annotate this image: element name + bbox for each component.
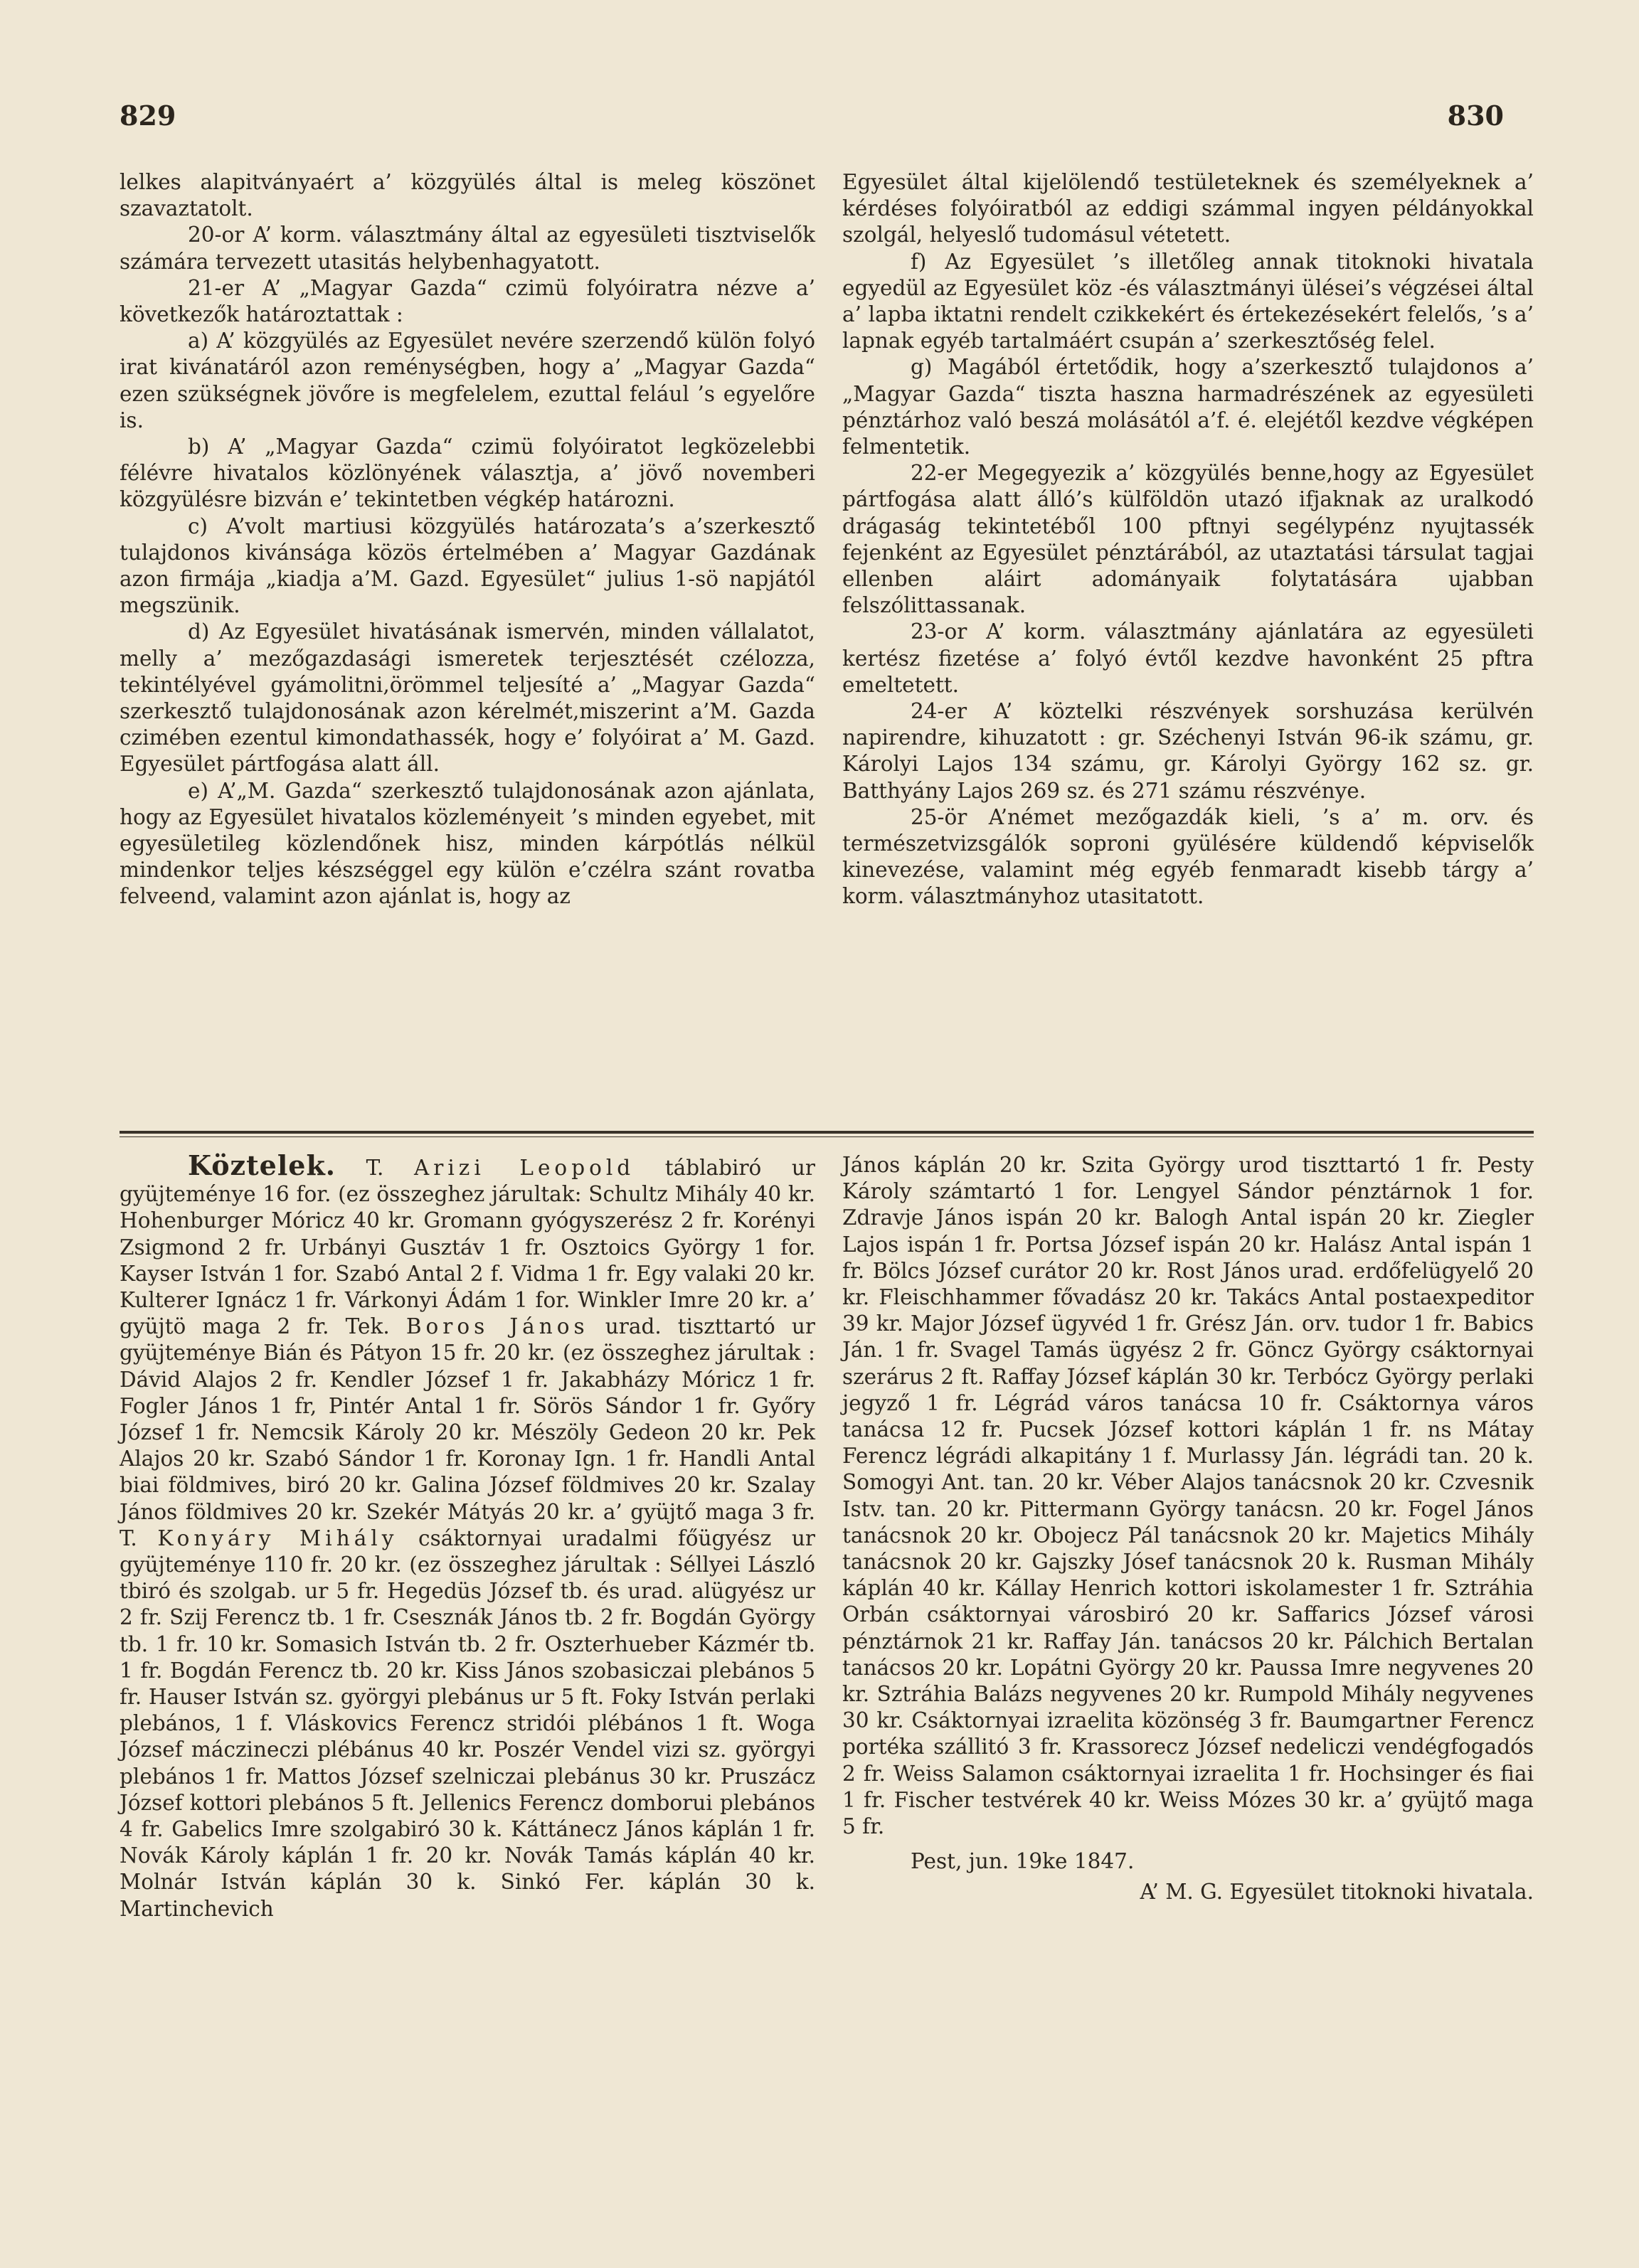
paragraph: f) Az Egyesület ’s illetőleg annak titoknoki hivatala egyedül az Egyesület köz -és választmányi ülései’s végzései által a’ lapba iktatni rendelt czikkekért és értekezésekért felelős, ’s a’ lapnak egyéb tartalmáért csupán a’ szerkesztőség felel. <box>842 249 1534 353</box>
donor-name: Konyáry Mihály <box>157 1526 398 1550</box>
paragraph: 23-or A’ korm. választmány ajánlatára az egyesületi kertész fizetése a’ folyó évtől kezdve havonként 25 pftra emeltetett. <box>842 619 1534 697</box>
paragraph: a) A’ közgyülés az Egyesület nevére szerzendő külön folyó irat kivánatáról azon reménységben, hogy a’ „Magyar Gazda“ ezen szükségnek jövőre is megfelelem, ezuttal felául ’s egyelőre is. <box>120 329 815 432</box>
koztelek-continued-column <box>842 1152 1534 1906</box>
section-divider <box>120 1131 1534 1134</box>
paragraph: e) A’„M. Gazda“ szerkesztő tulajdonosának azon ajánlata, hogy az Egyesület hivatalos közleményeit ’s minden egyebet, mit egyesületileg közlendőnek hisz, minden kárpótlás nélkül mindenkor teljes készséggel egy külön e’czélra szánt rovatba felveend, valamint azon ajánlat is, hogy az <box>120 778 815 909</box>
text-run: urad. tiszttartó ur gyüjteménye Bián és Pátyon 15 fr. 20 kr. (ez összeghez járultak : Dávid Alajos 2 fr. Kendler József 1 fr. Jakabházy Móricz 1 fr. Fogler János 1 fr, Pintér Antal 1 fr. Sörös Sándor 1 fr. Győry József 1 fr. Nemcsik Károly 20 kr. Mészöly Gedeon 20 kr. Pek Alajos 20 kr. Szabó Sándor 1 fr. Koronay Ign. 1 fr. Handli Antal biai földmives, biró 20 kr. Galina József földmives 20 kr. Szalay János földmives 20 kr. Szekér Mátyás 20 kr. a’ gyüjtő maga 3 fr. T. <box>120 1314 815 1550</box>
paragraph: 21-er A’ „Magyar Gazda“ czimü folyóiratra nézve a’ következők határoztattak : <box>120 275 815 327</box>
paragraph: 20-or A’ korm. választmány által az egyesületi tisztviselők számára tervezett utasitás helybenhagyatott. <box>120 223 815 274</box>
paragraph: 24-er A’ köztelki részvények sorshuzása kerülvén napirendre, kihuzatott : gr. Széchenyi István 96-ik számu, gr. Károlyi Lajos 134 számu, gr. Károlyi György 162 sz. gr. Batthyány Lajos 269 sz. és 271 számu részvénye. <box>842 699 1534 803</box>
text-run: táblabiró ur gyüjteménye 16 for. (ez összeghez járultak: Schultz Mihály 40 kr. Hohenburger Móricz 40 kr. Gromann gyógyszerész 2 fr. Korényi Zsigmond 2 fr. Urbányi Gusztáv 1 fr. Osztoics György 1 for. Kayser István 1 for. Szabó Antal 2 f. Vidma 1 fr. Egy valaki 20 kr. Kulterer Ignácz 1 fr. Várkonyi Ádám 1 for. Winkler Imre 20 kr. a’ gyüjtö maga 2 fr. Tek. <box>120 1156 816 1339</box>
paragraph: 25-ör A’német mezőgazdák kieli, ’s a’ m. orv. és természetvizsgálók soproni gyülésére küldendő képviselők kinevezése, valamint még egyéb fenmaradt kisebb tárgy a’ korm. választmányhoz utasitatott. <box>842 804 1534 909</box>
signature-line: A’ M. G. Egyesület titoknoki hivatala. <box>1140 1880 1534 1905</box>
paragraph: Egyesület által kijelölendő testületeknek és személyeknek a’ kérdéses folyóiratból az eddigi számmal ingyen példányokkal szolgál, helyeslő tudomásul vétetett. <box>842 170 1534 247</box>
text-run: csáktornyai uradalmi főügyész ur gyüjteménye 110 fr. 20 kr. (ez összeghez járultak : Séllyei László tbiró és szolgab. ur 5 fr. Hegedüs József tb. és urad. alügyész ur 2 fr. Szij Ferencz tb. 1 fr. Csesznák János tb. 2 fr. Bogdán György tb. 1 fr. 10 kr. Somasich István tb. 2 fr. Oszterhueber Kázmér tb. 1 fr. Bogdán Ferencz tb. 20 kr. Kiss János szobasiczai plebános 5 fr. Hauser István sz. györgyi plebánus ur 5 ft. Foky István perlaki plebános, 1 f. Vláskovics Ferencz stridói plébános 1 ft. Woga József máczineczi plébánus 40 kr. Poszér Vendel vizi sz. györgyi plebános 1 fr. Mattos József szelniczai plebánus 30 kr. Pruszácz József kottori plebános 5 ft. Jellenics Ferencz domborui plebános 4 fr. Gabelics Imre szolgabiró 30 k. Káttánecz János káplán 1 fr. Novák Károly káplán 1 fr. 20 kr. Novák Tamás káplán 40 kr. Molnár István káplán 30 k. Sinkó Fer. káplán 30 k. Martinchevich <box>120 1526 815 1921</box>
paragraph: lelkes alapitványaért a’ közgyülés által is meleg köszönet szavaztatolt. <box>120 170 815 221</box>
donor-name: Boros János <box>405 1314 589 1339</box>
paragraph: g) Magából értetődik, hogy a’szerkesztő tulajdonos a’ „Magyar Gazda“ tiszta haszna harmadrészének az egyesületi pénztárhoz való beszá molásától a’f. é. elejétől kezdve végképen felmentetik. <box>842 355 1534 459</box>
paragraph: c) A’volt martiusi közgyülés határozata’s a’szerkesztő tulajdonos kivánsága közös értelmében a’ Magyar Gazdának azon firmája „kiadja a’M. Gazd. Egyesület“ julius 1-sö napjától megszünik. <box>120 513 815 618</box>
page-number-right: 830 <box>1447 100 1504 132</box>
paragraph: János káplán 20 kr. Szita György urod tiszttartó 1 fr. Pesty Károly számtartó 1 for. Lengyel Sándor pénztárnok 1 for. Zdravje János ispán 20 kr. Balogh Antal ispán 20 kr. Ziegler Lajos ispán 1 fr. Portsa József ispán 20 kr. Halász Antal ispán 1 fr. Bölcs József curátor 20 kr. Rost János urad. erdőfelügyelő 20 kr. Fleischhammer fővadász 20 kr. Takács Antal postaexpeditor 39 kr. Major József ügyvéd 1 fr. Grész Ján. orv. tudor 1 fr. Babics Ján. 1 fr. Svagel Tamás ügyész 2 fr. Göncz György csáktornyai szerárus 2 ft. Raffay József káplán 30 kr. Terbócz György perlaki jegyző 1 fr. Légrád város tanácsa 10 fr. Csáktornya város tanácsa 12 fr. Pucsek József kottori káplán 1 fr. ns Mátay Ferencz légrádi alkapitány 1 f. Murlassy Ján. légrádi tan. 20 k. Somogyi Ant. tan. 20 kr. Véber Alajos tanácsnok 20 kr. Czvesnik Istv. tan. 20 kr. Pittermann György tanácsn. 20 kr. Fogel János tanácsnok 20 kr. Obojecz Pál tanácsnok 20 kr. Majetics Mihály tanácsnok 20 kr. Gajszky Jósef tanácsnok 20 k. Rusman Mihály káplán 40 kr. Kállay Henrich kottori iskolamester 1 fr. Sztráhia Orbán csáktornyai városbiró 20 kr. Saffarics József városi pénztárnok 21 kr. Raffay Ján. tanácsos 20 kr. Pálchich Bertalan tanácsos 20 kr. Lopátni György 20 kr. Paussa Imre negyvenes 20 kr. Sztráhia Balázs negyvenes 20 kr. Rumpold Mihály negyvenes 30 kr. Csáktornyai izraelita közönség 3 fr. Baumgartner Ferencz portéka szállitó 3 fr. Krassorecz József nedeliczi vendégfogadós 2 fr. Weiss Salamon csáktornyai izraelita 1 fr. Hochsinger és fiai 1 fr. Fischer testvérek 40 kr. Weiss Mózes 30 kr. a’ gyüjtő maga 5 fr. <box>842 1153 1534 1839</box>
text-run: T. <box>366 1156 414 1180</box>
page-number-left: 829 <box>120 100 176 132</box>
date-line: Pest, jun. 19ke 1847. <box>911 1849 1135 1874</box>
top-left-column <box>120 169 815 910</box>
paragraph: 22-er Megegyezik a’ közgyülés benne,hogy az Egyesület pártfogása alatt álló’s külföldön utazó ifjaknak az uralkodó drágaság tekintetéből 100 pftnyi segélypénz nyujtassék fejenként az Egyesület pénztárából, az utaztatási társulat tagjai ellenben aláirt adományaik folytatására ujabban felszólittassanak. <box>842 461 1534 618</box>
donor-name: Arizi Leopold <box>413 1156 635 1180</box>
paragraph: b) A’ „Magyar Gazda“ czimü folyóiratot legközelebbi félévre hivatalos közlönyének választja, a’ jövő novemberi közgyülésre bizván e’ tekintetben végkép határozni. <box>120 435 815 512</box>
section-divider-thin <box>120 1136 1534 1137</box>
koztelek-heading: Köztelek. <box>188 1149 336 1181</box>
koztelek-paragraph <box>120 1149 816 1922</box>
paragraph: d) Az Egyesület hivatásának ismervén, minden vállalatot, melly a’ mezőgazdasági ismeretek terjesztését czélozza, tekintélyével gyámolitni,örömmel teljesíté a’ „Magyar Gazda“ szerkesztő tulajdonosának azon kérelmét,miszerint a’M. Gazda czimében ezentul kimondathassék, hogy e’ folyóirat a’ M. Gazd. Egyesület pártfogása alatt áll. <box>120 619 815 777</box>
top-right-column <box>842 169 1534 910</box>
koztelek-column <box>120 1149 816 1922</box>
